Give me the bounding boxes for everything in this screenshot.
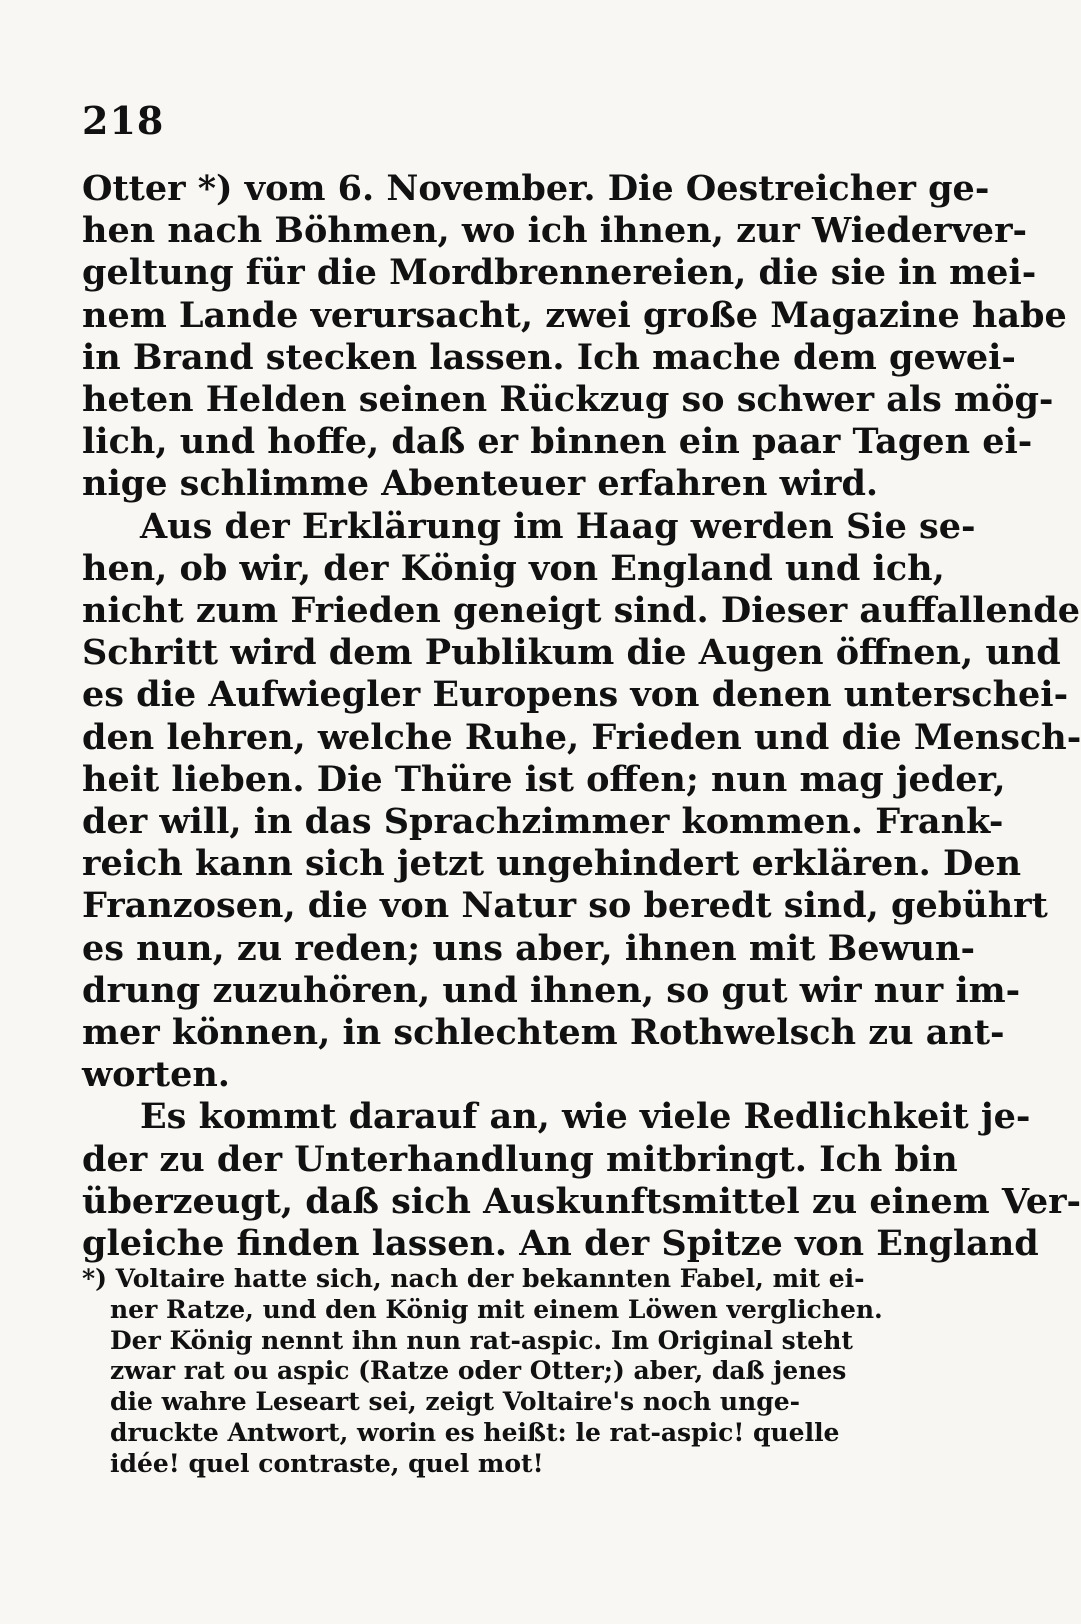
page-number: 218 [82, 98, 165, 143]
text-line: Franzosen, die von Natur so beredt sind, gebührt [82, 885, 1048, 927]
text-line: lich, und hoffe, daß er binnen ein paar Tagen ei- [82, 421, 1033, 463]
text-line: Otter *) vom 6. November. Die Oestreicher ge- [82, 168, 990, 209]
footnote [82, 1264, 883, 1480]
text-line: den lehren, welche Ruhe, Frieden und die Mensch- [82, 716, 1081, 758]
text-line: mer können, in schlechtem Rothwelsch zu ant- [82, 1012, 1005, 1054]
text-line: der zu der Unterhandlung mitbringt. Ich bin [82, 1138, 958, 1180]
text-line: nige schlimme Abenteuer erfahren wird. [82, 463, 879, 505]
text-line: Aus der Erklärung im Haag werden Sie se- [140, 505, 976, 547]
text-line: Schritt wird dem Publikum die Augen öffnen, und [82, 632, 1061, 674]
text-line: es nun, zu reden; uns aber, ihnen mit Bewun- [82, 927, 976, 969]
text-line: worten. [82, 1054, 230, 1096]
text-line: nicht zum Frieden geneigt sind. Dieser auffallende [82, 590, 1080, 632]
text-line: in Brand stecken lassen. Ich mache dem gewei- [82, 336, 1016, 378]
text-line: überzeugt, daß sich Auskunftsmittel zu einem Ver- [82, 1180, 1081, 1222]
paragraph-1 [82, 168, 1067, 506]
footnote-line: *) Voltaire hatte sich, nach der bekannten Fabel, mit ei- [82, 1264, 865, 1293]
text-line: heit lieben. Die Thüre ist offen; nun mag jeder, [82, 758, 1006, 800]
footnote-line: die wahre Leseart sei, zeigt Voltaire's noch unge- [110, 1387, 800, 1417]
text-line: hen, ob wir, der König von England und ich, [82, 547, 945, 589]
text-line: gleiche finden lassen. An der Spitze von England [82, 1223, 1039, 1265]
footnote-line: Der König nennt ihn nun rat-aspic. Im Original steht [110, 1325, 853, 1355]
text-line: nem Lande verursacht, zwei große Magazine habe [82, 294, 1067, 336]
footnote-line: zwar rat ou aspic (Ratze oder Otter;) aber, daß jenes [110, 1356, 847, 1386]
footnote-line: druckte Antwort, worin es heißt: le rat-aspic! quelle [110, 1417, 840, 1447]
main-text [82, 168, 1081, 1265]
footnote-line: ner Ratze, und den König mit einem Löwen verglichen. [110, 1294, 883, 1324]
text-line: reich kann sich jetzt ungehindert erklären. Den [82, 843, 1022, 885]
text-line: Es kommt darauf an, wie viele Redlichkeit je- [140, 1096, 1031, 1138]
paragraph-3 [82, 1096, 1081, 1265]
paragraph-2 [82, 505, 1081, 1097]
text-line: geltung für die Mordbrennereien, die sie in mei- [82, 252, 1037, 294]
text-line: drung zuzuhören, und ihnen, so gut wir nur im- [82, 969, 1021, 1011]
text-line: der will, in das Sprachzimmer kommen. Frank- [82, 801, 1004, 843]
text-line: es die Aufwiegler Europens von denen unterschei- [82, 674, 1069, 716]
text-line: hen nach Böhmen, wo ich ihnen, zur Wiederver- [82, 210, 1028, 252]
footnote-line: idée! quel contraste, quel mot! [110, 1448, 544, 1478]
text-line: heten Helden seinen Rückzug so schwer als mög- [82, 379, 1054, 421]
